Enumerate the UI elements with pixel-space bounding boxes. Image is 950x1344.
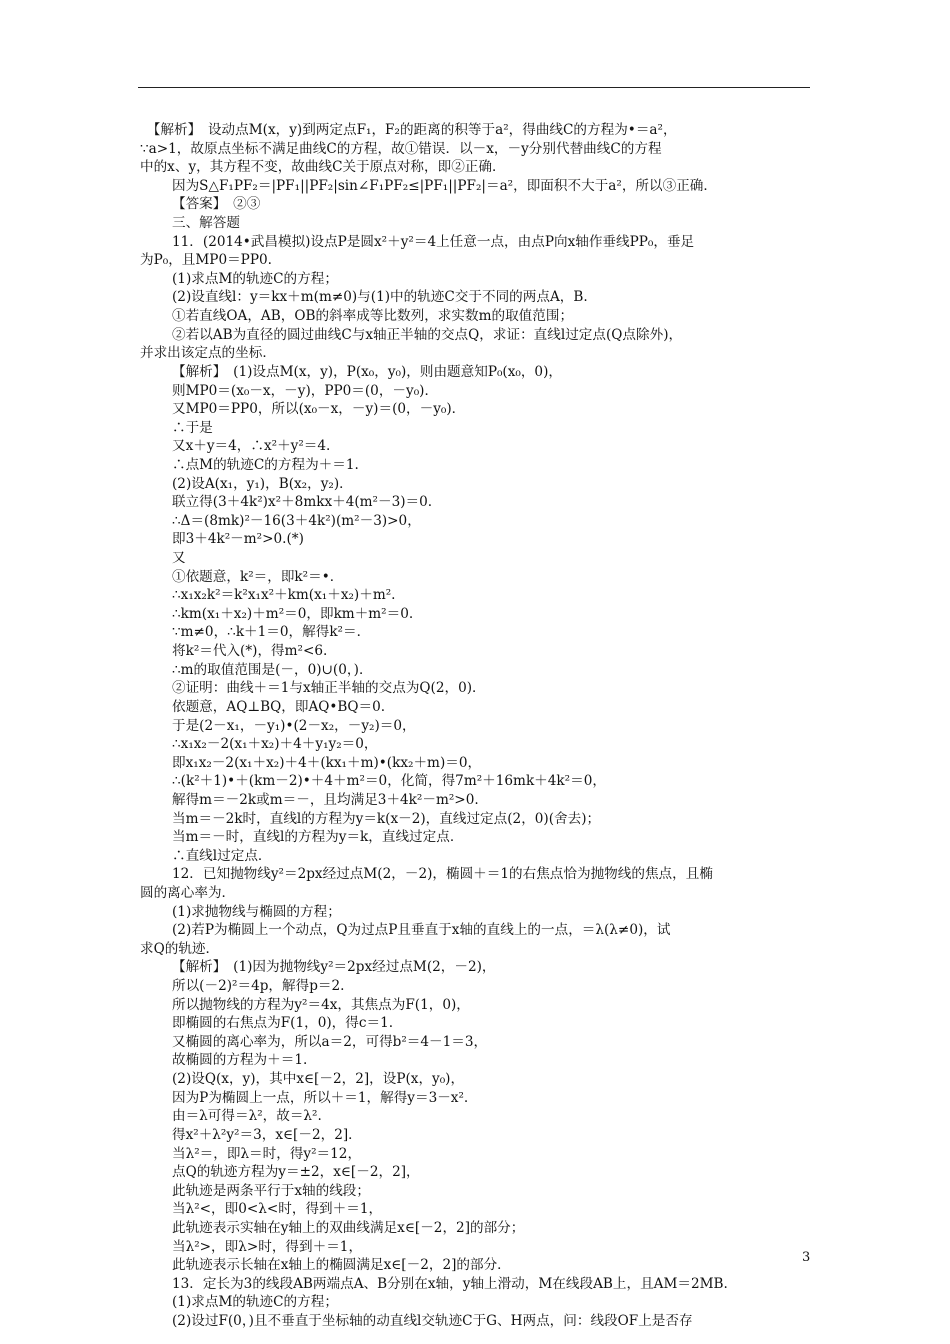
text-line: 又椭圆的离心率为，所以a＝2，可得b²＝4－1＝3， [172, 1033, 488, 1050]
text-line: ∴km(x₁＋x₂)＋m²＝0，即km＋m²＝0. [172, 605, 414, 622]
text-line: 则MP0＝(x₀－x，－y)，PP0＝(0，－y₀)． [172, 382, 439, 399]
text-line: 13．定长为3的线段AB两端点A、B分别在x轴，y轴上滑动，M在线段AB上，且AM＝2MB. [172, 1275, 728, 1292]
text-line: 三、解答题 [172, 215, 240, 232]
text-line: ②证明：曲线＋＝1与x轴正半轴的交点为Q(2，0)． [172, 680, 486, 697]
text-line: 故椭圆的方程为＋＝1. [172, 1052, 308, 1069]
text-line: ∴m的取值范围是(－，0)∪(0，)． [172, 661, 373, 678]
text-line: ∴x₁x₂－2(x₁＋x₂)＋4＋y₁y₂＝0， [172, 736, 378, 753]
text-line: 依题意，AQ⊥BQ，即AQ•BQ＝0. [172, 698, 386, 715]
text-line: 将k²＝代入(*)，得m²<6. [172, 643, 328, 660]
text-line: 因为P为椭圆上一点，所以＋＝1，解得y＝3－x². [172, 1089, 469, 1106]
text-line: 又MP0＝PP0，所以(x₀－x，－y)＝(0，－y₀)． [172, 401, 466, 418]
text-line: (2)设过F(0，)且不垂直于坐标轴的动直线l交轨迹C于G、H两点，问：线段OF上是否存 [172, 1313, 693, 1329]
text-line: 即椭圆的右焦点为F(1，0)，得c＝1. [172, 1015, 394, 1032]
text-line: 12．已知抛物线y²＝2px经过点M(2，－2)，椭圆＋＝1的右焦点恰为抛物线的焦点，且椭 [172, 866, 713, 883]
text-line: ∴(k²＋1)•＋(km－2)•＋4＋m²＝0，化简，得7m²＋16mk＋4k²＝0， [172, 773, 606, 790]
text-line: 并求出该定点的坐标． [140, 345, 276, 362]
text-line: 中的x、y，其方程不变，故曲线C关于原点对称，即②正确． [140, 159, 506, 176]
text-line: ∴x₁x₂k²＝k²x₁x²＋km(x₁＋x₂)＋m². [172, 587, 396, 604]
text-line: (1)求点M的轨迹C的方程； [172, 270, 338, 287]
text-line: ②若以AB为直径的圆过曲线C与x轴正半轴的交点Q，求证：直线l过定点(Q点除外)， [172, 326, 683, 343]
text-line: 又 [172, 550, 186, 567]
text-line: 所以(－2)²＝4p，解得p＝2. [172, 978, 345, 995]
text-line: (2)若P为椭圆上一个动点，Q为过点P且垂直于x轴的直线上的一点，＝λ(λ≠0)，试 [172, 922, 671, 939]
document-body [140, 121, 816, 1331]
text-line: 当λ²＝，即λ＝时，得y²＝12， [172, 1145, 362, 1162]
text-line: 即3＋4k²－m²>0.(*) [172, 531, 304, 548]
text-line: 为P₀，且MP0＝PP0. [140, 252, 272, 269]
text-line: 即x₁x₂－2(x₁＋x₂)＋4＋(kx₁＋m)•(kx₂＋m)＝0， [172, 754, 482, 771]
text-line: 得x²＋λ²y²＝3，x∈[－2，2]． [172, 1126, 362, 1143]
text-line: 又x＋y＝4，∴x²＋y²＝4. [172, 438, 331, 455]
text-line: (2)设Q(x，y)，其中x∈[－2，2]，设P(x，y₀)， [172, 1071, 465, 1088]
text-line: (2)设直线l：y＝kx＋m(m≠0)与(1)中的轨迹C交于不同的两点A，B. [172, 289, 588, 306]
text-line: 【解析】 设动点M(x，y)到两定点F₁，F₂的距离的积等于a²，得曲线C的方程为•＝a²， [140, 122, 677, 138]
header-rule [138, 87, 810, 88]
text-line: 求Q的轨迹． [140, 940, 220, 957]
text-line: 联立得(3＋4k²)x²＋8mkx＋4(m²－3)＝0. [172, 494, 433, 511]
text-line: ∵m≠0，∴k＋1＝0，解得k²＝． [172, 624, 371, 641]
text-line: 11．(2014•武昌模拟)设点P是圆x²＋y²＝4上任意一点，由点P向x轴作垂线PP₀，垂足 [172, 233, 695, 250]
text-line: 此轨迹是两条平行于x轴的线段； [172, 1182, 370, 1199]
text-line: ①依题意，k²＝，即k²＝•． [172, 568, 344, 585]
text-line: 此轨迹表示长轴在x轴上的椭圆满足x∈[－2，2]的部分． [172, 1257, 511, 1274]
page-number: 3 [802, 1250, 811, 1265]
text-line: ∴于是 [172, 419, 213, 436]
text-line: 所以抛物线的方程为y²＝4x，其焦点为F(1，0)， [172, 996, 470, 1013]
text-line: ∴点M的轨迹C的方程为＋＝1. [172, 456, 359, 473]
text-line: 点Q的轨迹方程为y＝±2，x∈[－2，2]， [172, 1164, 420, 1181]
text-line: 因为S△F₁PF₂＝|PF₁||PF₂|sin∠F₁PF₂≤|PF₁||PF₂|＝a²，即面积不大于a²，所以③正确． [172, 177, 717, 194]
text-line: 【解析】 (1)设点M(x，y)，P(x₀，y₀)，则由题意知P₀(x₀，0)， [172, 363, 562, 380]
text-line: (1)求抛物线与椭圆的方程； [172, 903, 341, 920]
text-line: 解得m＝－2k或m＝－，且均满足3＋4k²－m²>0. [172, 791, 479, 808]
text-line: 当m＝－2k时，直线l的方程为y＝k(x－2)，直线过定点(2，0)(舍去)； [172, 810, 601, 827]
text-line: 【答案】 ②③ [172, 196, 261, 213]
text-line: 当m＝－时，直线l的方程为y＝k，直线过定点． [172, 829, 464, 846]
text-line: (2)设A(x₁，y₁)，B(x₂，y₂)． [172, 475, 353, 492]
text-line: 当λ²>，即λ>时，得到＋＝1， [172, 1238, 363, 1255]
text-line: (1)求点M的轨迹C的方程； [172, 1294, 338, 1311]
text-line: ∴直线l过定点． [172, 847, 272, 864]
text-line: ①若直线OA，AB，OB的斜率成等比数列，求实数m的取值范围； [172, 308, 574, 325]
text-line: ∵a>1，故原点坐标不满足曲线C的方程，故①错误．以－x，－y分别代替曲线C的方程 [140, 140, 662, 157]
text-line: 【解析】 (1)因为抛物线y²＝2px经过点M(2，－2)， [172, 959, 496, 976]
text-line: 此轨迹表示实轴在y轴上的双曲线满足x∈[－2，2]的部分； [172, 1219, 525, 1236]
text-line: 于是(2－x₁，－y₁)•(2－x₂，－y₂)＝0， [172, 717, 416, 734]
text-line: 当λ²<，即0<λ<时，得到＋＝1， [172, 1201, 383, 1218]
text-line: ∴Δ＝(8mk)²－16(3＋4k²)(m²－3)>0， [172, 512, 421, 529]
text-line: 圆的离心率为． [140, 884, 236, 901]
text-line: 由＝λ可得＝λ²，故＝λ². [172, 1108, 322, 1125]
